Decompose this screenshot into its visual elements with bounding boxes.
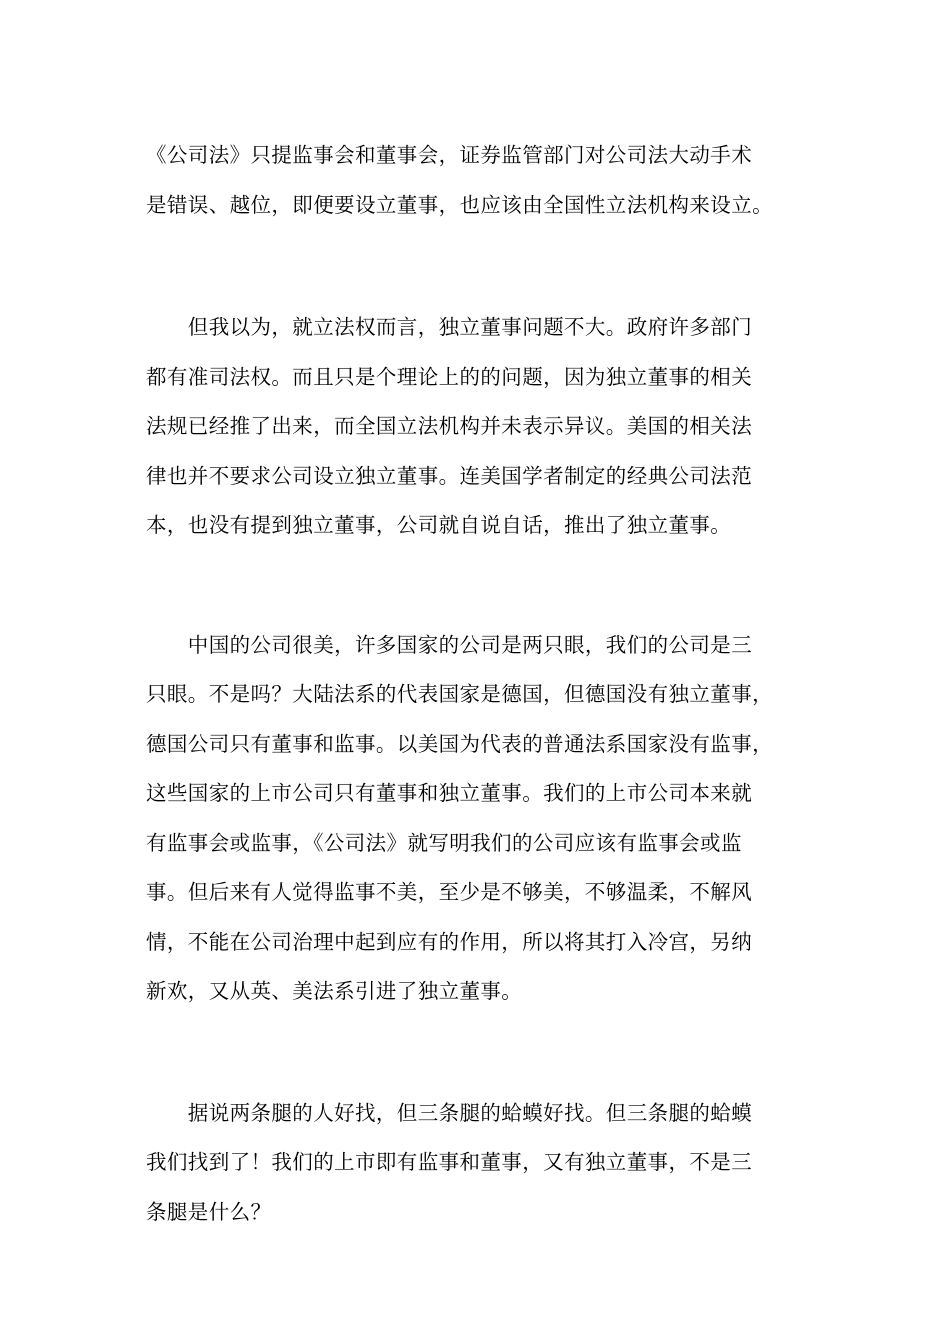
text-line: 德国公司只有董事和监事。以美国为代表的普通法系国家没有监事， (146, 731, 773, 756)
text-line: 但我以为，就立法权而言，独立董事问题不大。政府许多部门 (146, 315, 753, 339)
text-line: 《公司法》只提监事会和董事会，证券监管部门对公司法大动手术 (146, 143, 753, 167)
text-line: 中国的公司很美，许多国家的公司是两只眼，我们的公司是三 (146, 632, 753, 657)
text-line: 都有准司法权。而且只是个理论上的的问题，因为独立董事的相关 (146, 364, 753, 389)
text-line: 是错误、越位，即便要设立董事，也应该由全国性立法机构来设立。 (146, 192, 773, 217)
paragraph-1 (146, 131, 824, 230)
paragraph-spacer (146, 1017, 824, 1089)
paragraph-spacer (146, 551, 824, 621)
paragraph-4 (146, 1089, 824, 1238)
text-line: 事。但后来有人觉得监事不美，至少是不够美，不够温柔，不解风 (146, 880, 753, 904)
text-line: 这些国家的上市公司只有董事和独立董事。我们的上市公司本来就 (146, 781, 753, 805)
text-line: 有监事会或监事，《公司法》就写明我们的公司应该有监事会或监 (146, 830, 742, 855)
text-line: 新欢，又从英、美法系引进了独立董事。 (146, 979, 523, 1003)
text-line: 律也并不要求公司设立独立董事。连美国学者制定的经典公司法范 (146, 463, 753, 488)
text-line: 情，不能在公司治理中起到应有的作用，所以将其打入冷宫，另纳 (146, 929, 753, 954)
text-line: 只眼。不是吗？大陆法系的代表国家是德国，但德国没有独立董事， (146, 682, 773, 706)
text-line: 我们找到了！我们的上市即有监事和董事，又有独立董事，不是三 (146, 1150, 753, 1174)
text-line: 本，也没有提到独立董事，公司就自说自话，推出了独立董事。 (146, 513, 732, 537)
paragraph-spacer (146, 230, 824, 303)
paragraph-2 (146, 303, 824, 551)
text-line: 据说两条腿的人好找，但三条腿的蛤蟆好找。但三条腿的蛤蟆 (146, 1100, 753, 1125)
text-line: 条腿是什么？ (146, 1199, 272, 1224)
paragraph-3 (146, 621, 824, 1017)
text-line: 法规已经推了出来，而全国立法机构并未表示异议。美国的相关法 (146, 414, 753, 438)
